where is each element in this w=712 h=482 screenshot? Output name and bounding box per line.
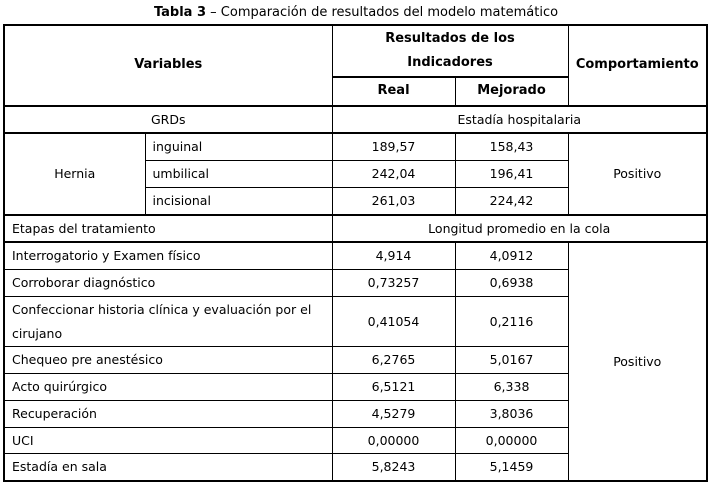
mejorado-value: 5,1459 <box>455 454 568 481</box>
header-indicators-line2: Indicadores <box>407 55 493 70</box>
variable-cell: Chequeo pre anestésico <box>4 347 332 374</box>
mejorado-value: 0,2116 <box>455 296 568 347</box>
section2-metric: Longitud promedio en la cola <box>332 215 707 243</box>
header-variables: Variables <box>4 25 332 106</box>
real-value: 242,04 <box>332 161 455 188</box>
header-real: Real <box>332 77 455 106</box>
table-caption-text: – Comparación de resultados del modelo matemático <box>210 5 559 20</box>
real-value: 0,73257 <box>332 270 455 297</box>
section1-metric: Estadía hospitalaria <box>332 106 707 134</box>
table-caption <box>0 0 712 21</box>
real-value: 6,5121 <box>332 374 455 401</box>
section-row-etapas <box>4 215 707 243</box>
mejorado-value: 6,338 <box>455 374 568 401</box>
comparison-table <box>3 24 708 482</box>
real-value: 6,2765 <box>332 347 455 374</box>
real-value: 261,03 <box>332 187 455 214</box>
mejorado-value: 0,00000 <box>455 427 568 454</box>
table-row <box>4 133 707 160</box>
real-value: 189,57 <box>332 133 455 160</box>
section-row-grds <box>4 106 707 134</box>
header-mejorado: Mejorado <box>455 77 568 106</box>
variable-cell: umbilical <box>145 161 332 188</box>
group-label-hernia: Hernia <box>4 133 145 214</box>
section1-label: GRDs <box>4 106 332 134</box>
header-indicators-line1: Resultados de los <box>385 31 515 46</box>
section2-label: Etapas del tratamiento <box>4 215 332 243</box>
mejorado-value: 224,42 <box>455 187 568 214</box>
mejorado-value: 158,43 <box>455 133 568 160</box>
variable-cell: Estadía en sala <box>4 454 332 481</box>
mejorado-value: 0,6938 <box>455 270 568 297</box>
header-indicators-group <box>332 25 568 77</box>
comportamiento-value: Positivo <box>568 242 707 481</box>
table-caption-number: Tabla 3 <box>153 5 207 20</box>
real-value: 0,00000 <box>332 427 455 454</box>
real-value: 5,8243 <box>332 454 455 481</box>
variable-cell: Confeccionar historia clínica y evaluación por el cirujano <box>4 296 332 347</box>
mejorado-value: 4,0912 <box>455 242 568 269</box>
variable-cell: inguinal <box>145 133 332 160</box>
variable-cell: incisional <box>145 187 332 214</box>
header-row-1 <box>4 25 707 77</box>
variable-cell: Corroborar diagnóstico <box>4 270 332 297</box>
variable-cell: Interrogatorio y Examen físico <box>4 242 332 269</box>
mejorado-value: 196,41 <box>455 161 568 188</box>
real-value: 4,914 <box>332 242 455 269</box>
mejorado-value: 5,0167 <box>455 347 568 374</box>
real-value: 0,41054 <box>332 296 455 347</box>
variable-cell: Acto quirúrgico <box>4 374 332 401</box>
header-comportamiento: Comportamiento <box>568 25 707 106</box>
comportamiento-value: Positivo <box>568 133 707 214</box>
variable-cell: Recuperación <box>4 400 332 427</box>
mejorado-value: 3,8036 <box>455 400 568 427</box>
real-value: 4,5279 <box>332 400 455 427</box>
variable-cell: UCI <box>4 427 332 454</box>
table-row <box>4 242 707 269</box>
